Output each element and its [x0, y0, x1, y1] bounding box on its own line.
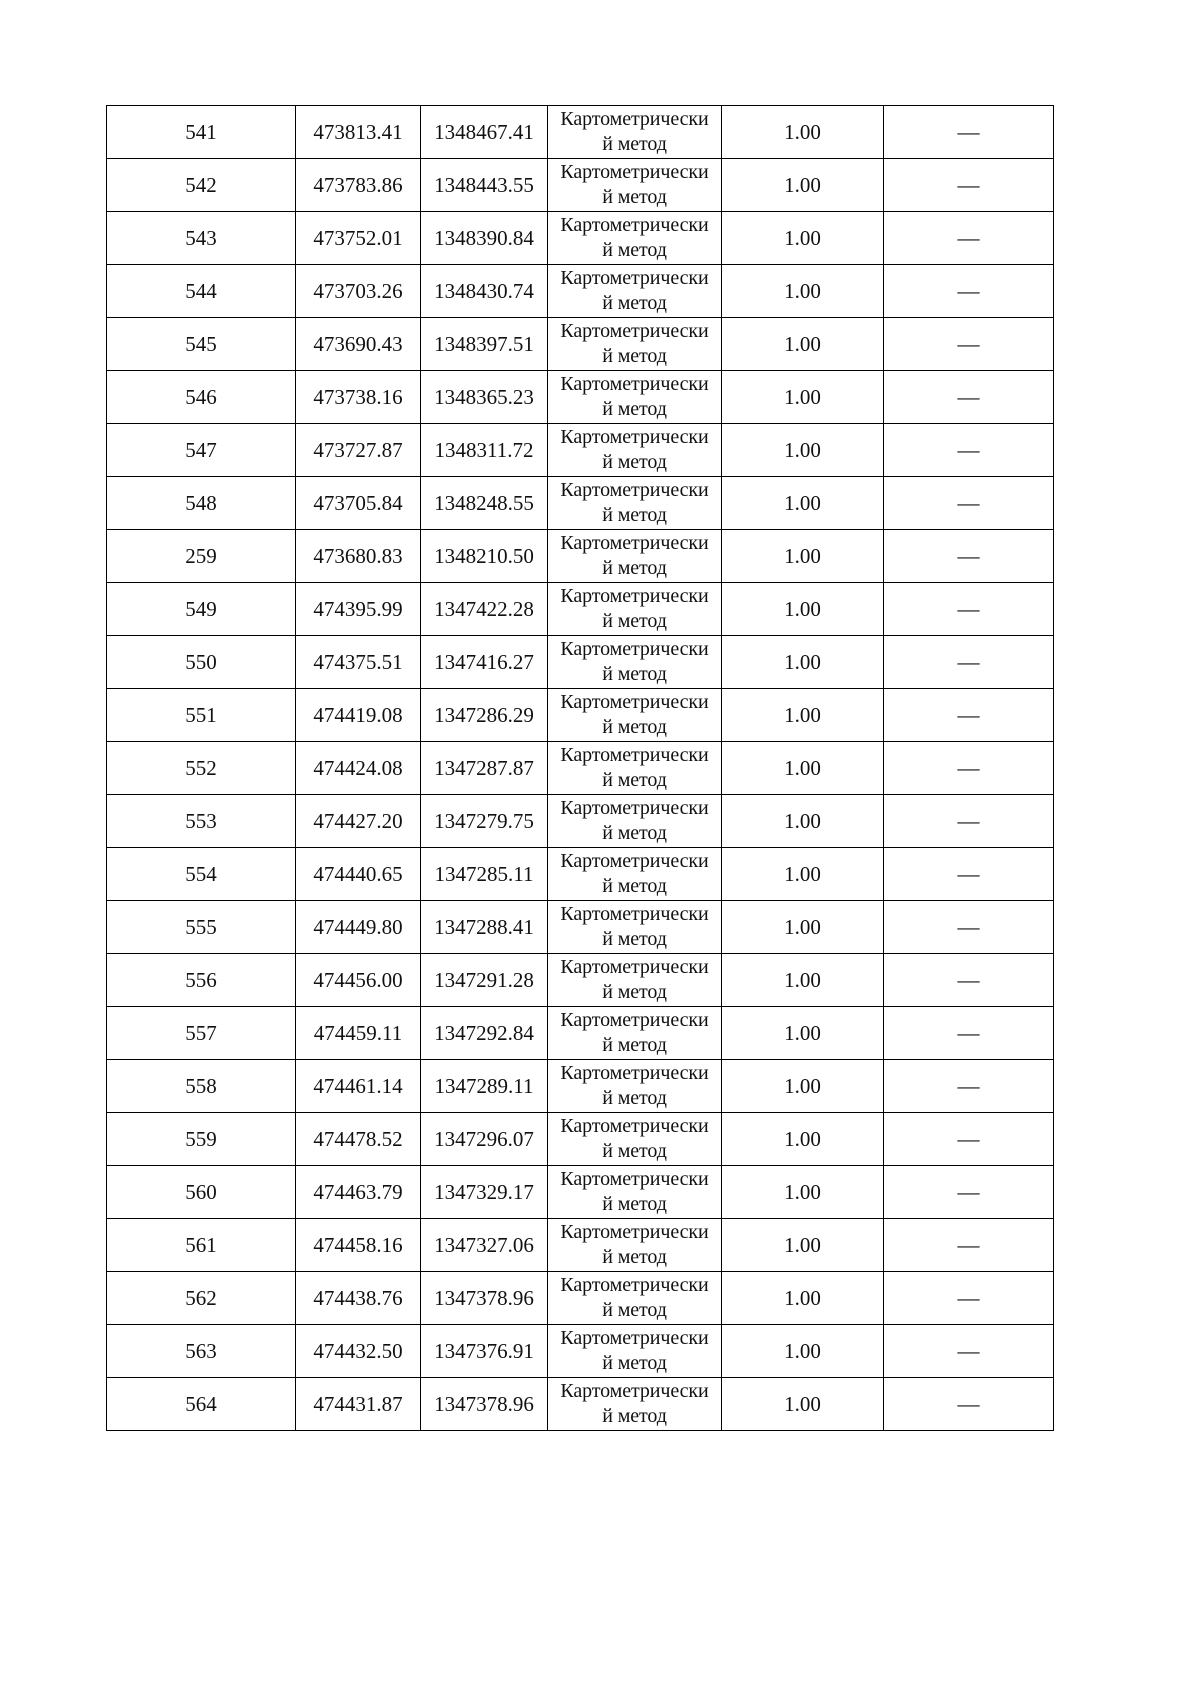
- table-row: [107, 318, 1054, 371]
- note-dash-cell: —: [884, 901, 1054, 954]
- method-cell: [548, 106, 722, 159]
- x-coordinate-cell: 474461.14: [296, 1060, 421, 1113]
- method-text: Картометрически й метод: [560, 585, 709, 632]
- accuracy-cell: 1.00: [722, 424, 884, 477]
- method-cell: [548, 583, 722, 636]
- point-number-cell: 560: [107, 1166, 296, 1219]
- table-row: [107, 424, 1054, 477]
- accuracy-cell: 1.00: [722, 1219, 884, 1272]
- y-coordinate-cell: 1347376.91: [421, 1325, 548, 1378]
- table-row: [107, 477, 1054, 530]
- x-coordinate-cell: 473680.83: [296, 530, 421, 583]
- note-dash-cell: —: [884, 1219, 1054, 1272]
- x-coordinate-cell: 474449.80: [296, 901, 421, 954]
- coordinates-table-body: [107, 106, 1054, 1431]
- method-text: Картометрически й метод: [560, 691, 709, 738]
- accuracy-cell: 1.00: [722, 159, 884, 212]
- method-text: Картометрически й метод: [560, 797, 709, 844]
- accuracy-cell: 1.00: [722, 583, 884, 636]
- accuracy-cell: 1.00: [722, 1166, 884, 1219]
- accuracy-cell: 1.00: [722, 318, 884, 371]
- x-coordinate-cell: 474463.79: [296, 1166, 421, 1219]
- method-cell: [548, 424, 722, 477]
- table-row: [107, 742, 1054, 795]
- method-text: Картометрически й метод: [560, 1009, 709, 1056]
- note-dash-cell: —: [884, 212, 1054, 265]
- note-dash-cell: —: [884, 424, 1054, 477]
- accuracy-cell: 1.00: [722, 106, 884, 159]
- method-text: Картометрически й метод: [560, 214, 709, 261]
- accuracy-cell: 1.00: [722, 742, 884, 795]
- coordinates-table: [106, 105, 1054, 1431]
- method-cell: [548, 1166, 722, 1219]
- point-number-cell: 259: [107, 530, 296, 583]
- y-coordinate-cell: 1347327.06: [421, 1219, 548, 1272]
- method-cell: [548, 1060, 722, 1113]
- y-coordinate-cell: 1348467.41: [421, 106, 548, 159]
- y-coordinate-cell: 1347279.75: [421, 795, 548, 848]
- table-row: [107, 636, 1054, 689]
- point-number-cell: 547: [107, 424, 296, 477]
- point-number-cell: 556: [107, 954, 296, 1007]
- method-text: Картометрически й метод: [560, 744, 709, 791]
- note-dash-cell: —: [884, 477, 1054, 530]
- table-row: [107, 212, 1054, 265]
- point-number-cell: 543: [107, 212, 296, 265]
- method-cell: [548, 265, 722, 318]
- table-row: [107, 901, 1054, 954]
- y-coordinate-cell: 1348390.84: [421, 212, 548, 265]
- y-coordinate-cell: 1348365.23: [421, 371, 548, 424]
- method-cell: [548, 1325, 722, 1378]
- note-dash-cell: —: [884, 848, 1054, 901]
- y-coordinate-cell: 1347416.27: [421, 636, 548, 689]
- note-dash-cell: —: [884, 265, 1054, 318]
- table-row: [107, 265, 1054, 318]
- table-row: [107, 1060, 1054, 1113]
- accuracy-cell: 1.00: [722, 265, 884, 318]
- x-coordinate-cell: 474375.51: [296, 636, 421, 689]
- accuracy-cell: 1.00: [722, 1272, 884, 1325]
- method-text: Картометрически й метод: [560, 1221, 709, 1268]
- method-text: Картометрически й метод: [560, 267, 709, 314]
- point-number-cell: 552: [107, 742, 296, 795]
- method-text: Картометрически й метод: [560, 532, 709, 579]
- method-text: Картометрически й метод: [560, 373, 709, 420]
- accuracy-cell: 1.00: [722, 212, 884, 265]
- method-cell: [548, 1378, 722, 1431]
- note-dash-cell: —: [884, 795, 1054, 848]
- method-cell: [548, 848, 722, 901]
- point-number-cell: 559: [107, 1113, 296, 1166]
- y-coordinate-cell: 1348311.72: [421, 424, 548, 477]
- method-text: Картометрически й метод: [560, 479, 709, 526]
- note-dash-cell: —: [884, 318, 1054, 371]
- table-row: [107, 689, 1054, 742]
- point-number-cell: 564: [107, 1378, 296, 1431]
- y-coordinate-cell: 1347287.87: [421, 742, 548, 795]
- accuracy-cell: 1.00: [722, 848, 884, 901]
- note-dash-cell: —: [884, 1325, 1054, 1378]
- x-coordinate-cell: 474395.99: [296, 583, 421, 636]
- method-cell: [548, 1219, 722, 1272]
- note-dash-cell: —: [884, 530, 1054, 583]
- x-coordinate-cell: 473705.84: [296, 477, 421, 530]
- note-dash-cell: —: [884, 1007, 1054, 1060]
- accuracy-cell: 1.00: [722, 1325, 884, 1378]
- table-row: [107, 1325, 1054, 1378]
- accuracy-cell: 1.00: [722, 901, 884, 954]
- point-number-cell: 541: [107, 106, 296, 159]
- method-cell: [548, 1272, 722, 1325]
- accuracy-cell: 1.00: [722, 1060, 884, 1113]
- method-text: Картометрически й метод: [560, 426, 709, 473]
- x-coordinate-cell: 474458.16: [296, 1219, 421, 1272]
- note-dash-cell: —: [884, 159, 1054, 212]
- method-cell: [548, 689, 722, 742]
- table-row: [107, 1219, 1054, 1272]
- table-row: [107, 1378, 1054, 1431]
- method-text: Картометрически й метод: [560, 850, 709, 897]
- y-coordinate-cell: 1347422.28: [421, 583, 548, 636]
- method-cell: [548, 795, 722, 848]
- note-dash-cell: —: [884, 1060, 1054, 1113]
- method-cell: [548, 212, 722, 265]
- accuracy-cell: 1.00: [722, 530, 884, 583]
- y-coordinate-cell: 1347296.07: [421, 1113, 548, 1166]
- y-coordinate-cell: 1347329.17: [421, 1166, 548, 1219]
- method-cell: [548, 371, 722, 424]
- note-dash-cell: —: [884, 1166, 1054, 1219]
- note-dash-cell: —: [884, 106, 1054, 159]
- x-coordinate-cell: 473703.26: [296, 265, 421, 318]
- point-number-cell: 555: [107, 901, 296, 954]
- x-coordinate-cell: 474456.00: [296, 954, 421, 1007]
- method-text: Картометрически й метод: [560, 161, 709, 208]
- y-coordinate-cell: 1347292.84: [421, 1007, 548, 1060]
- method-cell: [548, 1113, 722, 1166]
- y-coordinate-cell: 1347286.29: [421, 689, 548, 742]
- method-text: Картометрически й метод: [560, 1327, 709, 1374]
- accuracy-cell: 1.00: [722, 477, 884, 530]
- method-cell: [548, 901, 722, 954]
- point-number-cell: 562: [107, 1272, 296, 1325]
- y-coordinate-cell: 1347378.96: [421, 1272, 548, 1325]
- method-cell: [548, 318, 722, 371]
- accuracy-cell: 1.00: [722, 689, 884, 742]
- note-dash-cell: —: [884, 1272, 1054, 1325]
- point-number-cell: 542: [107, 159, 296, 212]
- method-text: Картометрически й метод: [560, 903, 709, 950]
- point-number-cell: 553: [107, 795, 296, 848]
- point-number-cell: 546: [107, 371, 296, 424]
- x-coordinate-cell: 473813.41: [296, 106, 421, 159]
- note-dash-cell: —: [884, 371, 1054, 424]
- table-row: [107, 371, 1054, 424]
- method-cell: [548, 954, 722, 1007]
- y-coordinate-cell: 1347285.11: [421, 848, 548, 901]
- table-row: [107, 1272, 1054, 1325]
- note-dash-cell: —: [884, 742, 1054, 795]
- table-row: [107, 1166, 1054, 1219]
- method-text: Картометрически й метод: [560, 638, 709, 685]
- x-coordinate-cell: 473738.16: [296, 371, 421, 424]
- accuracy-cell: 1.00: [722, 1007, 884, 1060]
- method-text: Картометрически й метод: [560, 1168, 709, 1215]
- table-row: [107, 530, 1054, 583]
- point-number-cell: 545: [107, 318, 296, 371]
- y-coordinate-cell: 1348397.51: [421, 318, 548, 371]
- method-cell: [548, 159, 722, 212]
- point-number-cell: 558: [107, 1060, 296, 1113]
- table-row: [107, 795, 1054, 848]
- method-text: Картометрически й метод: [560, 1062, 709, 1109]
- point-number-cell: 548: [107, 477, 296, 530]
- point-number-cell: 551: [107, 689, 296, 742]
- method-text: Картометрически й метод: [560, 1274, 709, 1321]
- y-coordinate-cell: 1348443.55: [421, 159, 548, 212]
- point-number-cell: 544: [107, 265, 296, 318]
- x-coordinate-cell: 474459.11: [296, 1007, 421, 1060]
- x-coordinate-cell: 474419.08: [296, 689, 421, 742]
- y-coordinate-cell: 1348248.55: [421, 477, 548, 530]
- y-coordinate-cell: 1347378.96: [421, 1378, 548, 1431]
- note-dash-cell: —: [884, 954, 1054, 1007]
- note-dash-cell: —: [884, 689, 1054, 742]
- accuracy-cell: 1.00: [722, 371, 884, 424]
- y-coordinate-cell: 1348210.50: [421, 530, 548, 583]
- accuracy-cell: 1.00: [722, 954, 884, 1007]
- method-cell: [548, 530, 722, 583]
- table-row: [107, 106, 1054, 159]
- x-coordinate-cell: 473783.86: [296, 159, 421, 212]
- method-text: Картометрически й метод: [560, 956, 709, 1003]
- y-coordinate-cell: 1347288.41: [421, 901, 548, 954]
- x-coordinate-cell: 474431.87: [296, 1378, 421, 1431]
- table-row: [107, 159, 1054, 212]
- x-coordinate-cell: 473727.87: [296, 424, 421, 477]
- point-number-cell: 550: [107, 636, 296, 689]
- table-row: [107, 1007, 1054, 1060]
- x-coordinate-cell: 474424.08: [296, 742, 421, 795]
- x-coordinate-cell: 474440.65: [296, 848, 421, 901]
- x-coordinate-cell: 474438.76: [296, 1272, 421, 1325]
- y-coordinate-cell: 1347291.28: [421, 954, 548, 1007]
- note-dash-cell: —: [884, 1378, 1054, 1431]
- method-text: Картометрически й метод: [560, 1115, 709, 1162]
- method-cell: [548, 477, 722, 530]
- x-coordinate-cell: 473690.43: [296, 318, 421, 371]
- point-number-cell: 554: [107, 848, 296, 901]
- method-cell: [548, 742, 722, 795]
- point-number-cell: 549: [107, 583, 296, 636]
- method-text: Картометрически й метод: [560, 108, 709, 155]
- note-dash-cell: —: [884, 636, 1054, 689]
- method-text: Картометрически й метод: [560, 320, 709, 367]
- table-row: [107, 583, 1054, 636]
- table-row: [107, 848, 1054, 901]
- y-coordinate-cell: 1348430.74: [421, 265, 548, 318]
- point-number-cell: 563: [107, 1325, 296, 1378]
- note-dash-cell: —: [884, 1113, 1054, 1166]
- x-coordinate-cell: 473752.01: [296, 212, 421, 265]
- accuracy-cell: 1.00: [722, 1113, 884, 1166]
- y-coordinate-cell: 1347289.11: [421, 1060, 548, 1113]
- method-cell: [548, 636, 722, 689]
- note-dash-cell: —: [884, 583, 1054, 636]
- point-number-cell: 557: [107, 1007, 296, 1060]
- method-cell: [548, 1007, 722, 1060]
- accuracy-cell: 1.00: [722, 636, 884, 689]
- table-row: [107, 1113, 1054, 1166]
- x-coordinate-cell: 474478.52: [296, 1113, 421, 1166]
- point-number-cell: 561: [107, 1219, 296, 1272]
- table-row: [107, 954, 1054, 1007]
- method-text: Картометрически й метод: [560, 1380, 709, 1427]
- x-coordinate-cell: 474432.50: [296, 1325, 421, 1378]
- x-coordinate-cell: 474427.20: [296, 795, 421, 848]
- accuracy-cell: 1.00: [722, 1378, 884, 1431]
- accuracy-cell: 1.00: [722, 795, 884, 848]
